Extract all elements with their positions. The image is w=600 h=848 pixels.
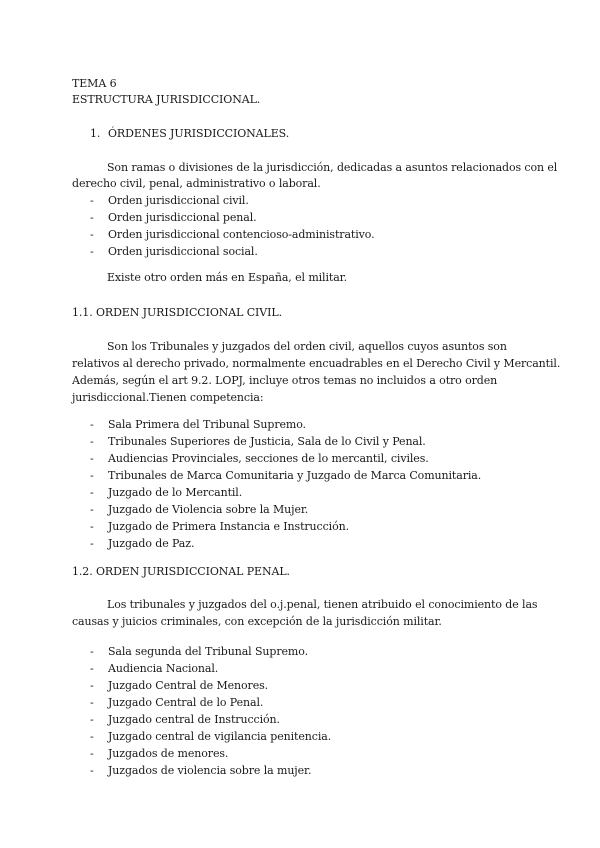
dash-bullet: - xyxy=(90,452,94,465)
list-item: - Juzgado Central de Menores. xyxy=(90,679,269,692)
list-item: - Juzgado de Violencia sobre la Mujer. xyxy=(90,503,309,516)
tema-label: TEMA 6 xyxy=(72,77,117,90)
list-item: - Audiencia Nacional. xyxy=(90,662,219,675)
section-1-1-para-line-4: jurisdiccional.Tienen competencia: xyxy=(72,391,264,404)
dash-bullet: - xyxy=(90,228,94,241)
dash-bullet: - xyxy=(90,747,94,760)
dash-bullet: - xyxy=(90,645,94,658)
dash-bullet: - xyxy=(90,696,94,709)
list-item: - Tribunales Superiores de Justicia, Sala de lo Civil y Penal. xyxy=(90,435,426,448)
list-item: - Audiencias Provinciales, secciones de lo mercantil, civiles. xyxy=(90,452,429,465)
section-1-2-para-line-2: causas y juicios criminales, con excepción de la jurisdicción militar. xyxy=(72,615,442,628)
section-1-intro-line-2: derecho civil, penal, administrativo o laboral. xyxy=(72,177,321,190)
dash-bullet: - xyxy=(90,730,94,743)
list-item: - Juzgados de violencia sobre la mujer. xyxy=(90,764,312,777)
dash-bullet: - xyxy=(90,662,94,675)
list-item: - Orden jurisdiccional social. xyxy=(90,245,258,258)
list-item: - Juzgado Central de lo Penal. xyxy=(90,696,264,709)
dash-bullet: - xyxy=(90,418,94,431)
dash-bullet: - xyxy=(90,486,94,499)
document-title: ESTRUCTURA JURISDICCIONAL. xyxy=(72,93,261,106)
section-1-2-heading: 1.2. ORDEN JURISDICCIONAL PENAL. xyxy=(72,565,290,578)
section-1-title: ÓRDENES JURISDICCIONALES. xyxy=(108,127,290,140)
list-item: - Orden jurisdiccional contencioso-administrativo. xyxy=(90,228,375,241)
dash-bullet: - xyxy=(90,469,94,482)
dash-bullet: - xyxy=(90,679,94,692)
dash-bullet: - xyxy=(90,194,94,207)
list-item: - Sala Primera del Tribunal Supremo. xyxy=(90,418,306,431)
section-1-1-heading: 1.1. ORDEN JURISDICCIONAL CIVIL. xyxy=(72,306,282,319)
section-1-note: Existe otro orden más en España, el militar. xyxy=(107,271,348,284)
dash-bullet: - xyxy=(90,245,94,258)
section-1-1-para-line-2: relativos al derecho privado, normalmente encuadrables en el Derecho Civil y Mercantil. xyxy=(72,357,561,370)
list-item: - Tribunales de Marca Comunitaria y Juzgado de Marca Comunitaria. xyxy=(90,469,482,482)
dash-bullet: - xyxy=(90,211,94,224)
list-item: - Juzgado central de Instrucción. xyxy=(90,713,280,726)
list-item: - Orden jurisdiccional civil. xyxy=(90,194,249,207)
list-item: - Juzgado de lo Mercantil. xyxy=(90,486,243,499)
section-1-2-para-line-1: Los tribunales y juzgados del o.j.penal, tienen atribuido el conocimiento de las xyxy=(107,598,538,611)
list-item: - Sala segunda del Tribunal Supremo. xyxy=(90,645,308,658)
section-1-1-para-line-1: Son los Tribunales y juzgados del orden civil, aquellos cuyos asuntos son xyxy=(107,340,507,353)
dash-bullet: - xyxy=(90,503,94,516)
section-1-number: 1. xyxy=(90,127,101,140)
dash-bullet: - xyxy=(90,537,94,550)
section-1-intro-line-1: Son ramas o divisiones de la jurisdicción, dedicadas a asuntos relacionados con el xyxy=(107,161,558,174)
list-item: - Orden jurisdiccional penal. xyxy=(90,211,257,224)
list-item: - Juzgado de Primera Instancia e Instrucción. xyxy=(90,520,349,533)
list-item: - Juzgado central de vigilancia penitencia. xyxy=(90,730,332,743)
list-item: - Juzgados de menores. xyxy=(90,747,229,760)
section-1-heading xyxy=(90,125,289,142)
dash-bullet: - xyxy=(90,520,94,533)
section-1-1-para-line-3: Además, según el art 9.2. LOPJ, incluye otros temas no incluidos a otro orden xyxy=(72,374,498,387)
list-item: - Juzgado de Paz. xyxy=(90,537,195,550)
dash-bullet: - xyxy=(90,713,94,726)
dash-bullet: - xyxy=(90,435,94,448)
dash-bullet: - xyxy=(90,764,94,777)
